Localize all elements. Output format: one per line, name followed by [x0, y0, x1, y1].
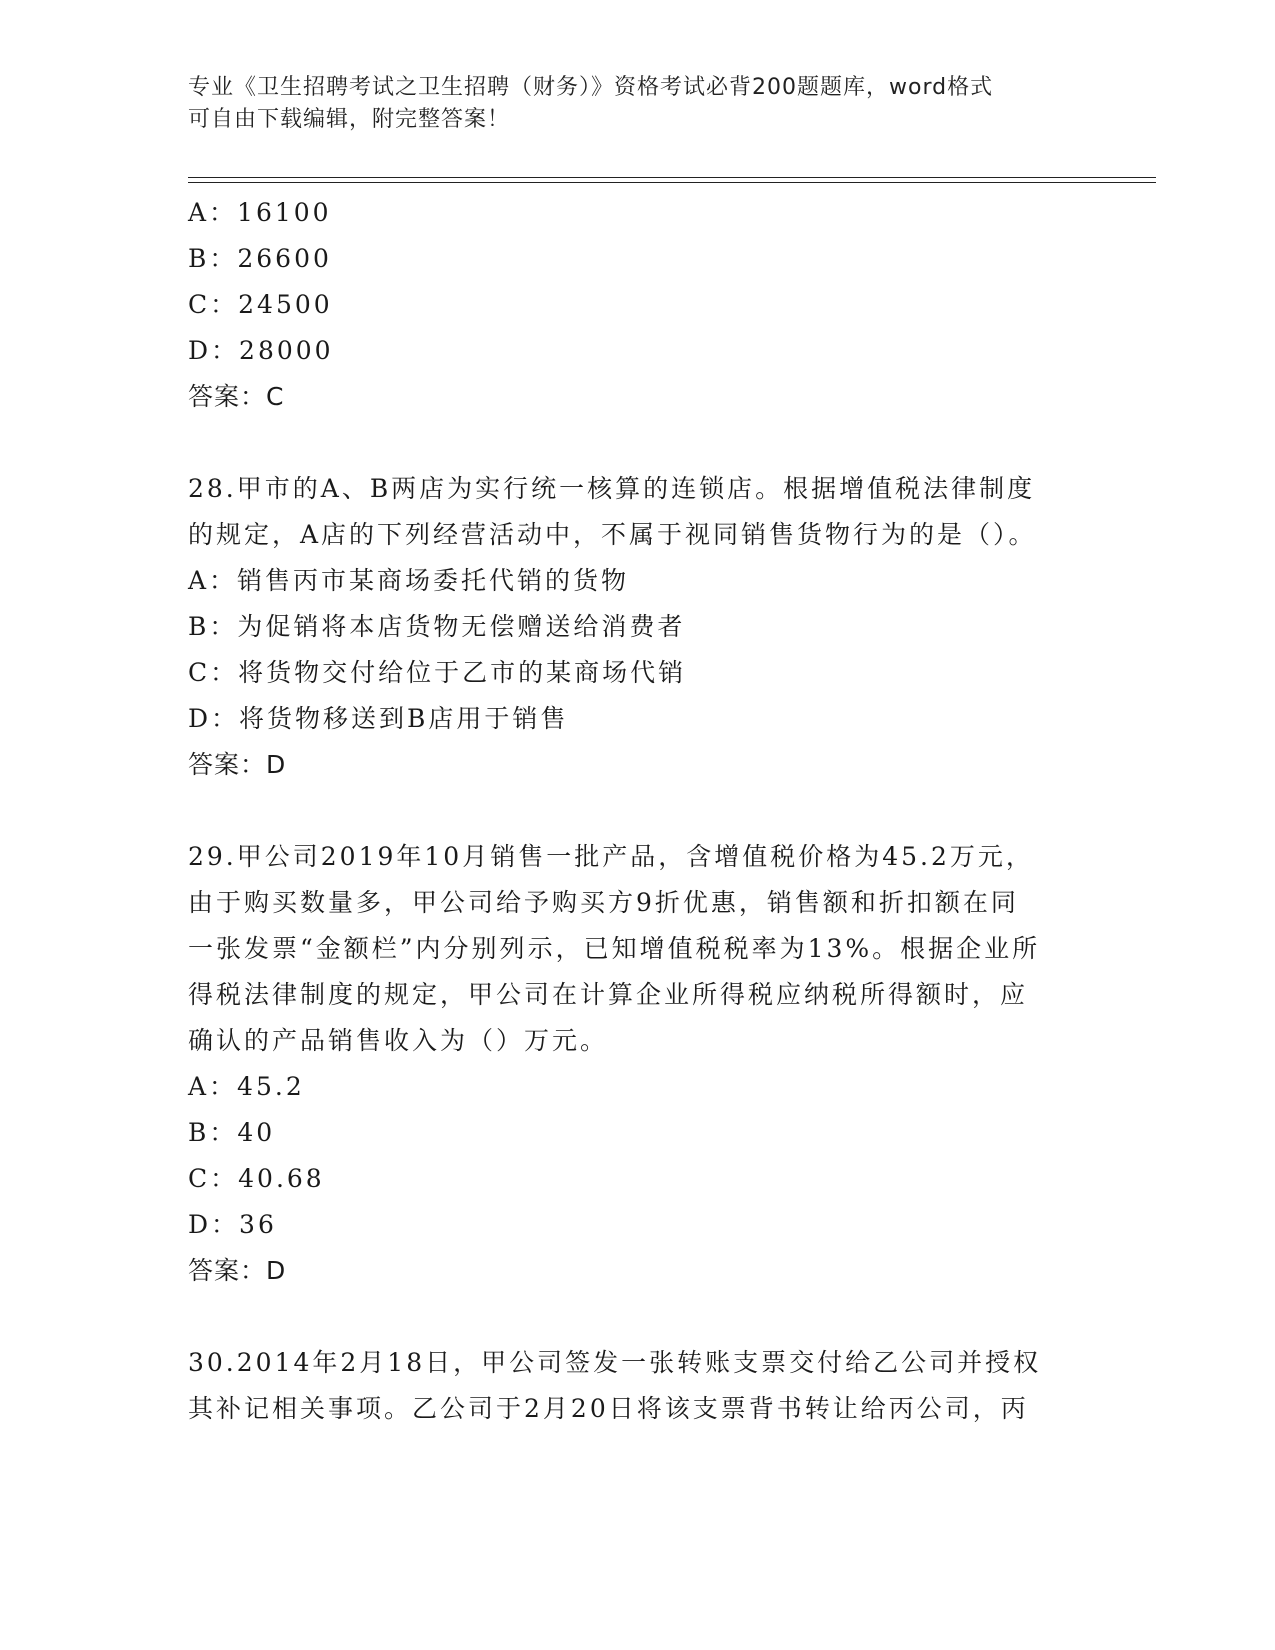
option-a: A：16100 [188, 198, 332, 227]
header-divider-top [188, 177, 1156, 178]
question-30 [188, 1340, 1088, 1432]
option-d: D：28000 [188, 336, 334, 365]
question-text-line: 的规定，A店的下列经营活动中，不属于视同销售货物行为的是（）。 [188, 520, 1037, 549]
question-text-line: 28.甲市的A、B两店为实行统一核算的连锁店。根据增值税法律制度 [188, 474, 1036, 503]
question-text-line: 一张发票“金额栏”内分别列示，已知增值税税率为13%。根据企业所 [188, 934, 1041, 963]
option-b: B：26600 [188, 244, 332, 273]
question-content [188, 190, 1088, 1432]
option-c: C：将货物交付给位于乙市的某商场代销 [188, 658, 687, 687]
answer-label: 答案：D [188, 750, 287, 779]
question-text-line: 29.甲公司2019年10月销售一批产品，含增值税价格为45.2万元， [188, 842, 1034, 871]
header-line-1: 专业《卫生招聘考试之卫生招聘（财务）》资格考试必背200题题库，word格式 [188, 75, 994, 100]
document-header [188, 72, 1068, 136]
option-c: C：40.68 [188, 1164, 325, 1193]
option-d: D：将货物移送到B店用于销售 [188, 704, 569, 733]
header-line-2: 可自由下载编辑，附完整答案！ [188, 107, 511, 132]
question-text-line: 由于购买数量多，甲公司给予购买方9折优惠，销售额和折扣额在同 [188, 888, 1019, 917]
answer-label: 答案：C [188, 382, 285, 411]
header-divider-bottom [188, 182, 1156, 183]
option-a: A：销售丙市某商场委托代销的货物 [188, 566, 630, 595]
option-a: A：45.2 [188, 1072, 305, 1101]
question-text-line: 确认的产品销售收入为（）万元。 [188, 1026, 609, 1055]
option-b: B：为促销将本店货物无偿赠送给消费者 [188, 612, 686, 641]
answer-label: 答案：D [188, 1256, 287, 1285]
option-b: B：40 [188, 1118, 276, 1147]
option-c: C：24500 [188, 290, 333, 319]
question-27-continued [188, 190, 1088, 420]
question-text-line: 其补记相关事项。乙公司于2月20日将该支票背书转让给丙公司，丙 [188, 1394, 1029, 1423]
question-28 [188, 466, 1088, 788]
option-d: D：36 [188, 1210, 277, 1239]
question-text-line: 得税法律制度的规定，甲公司在计算企业所得税应纳税所得额时，应 [188, 980, 1029, 1009]
question-text-line: 30.2014年2月18日，甲公司签发一张转账支票交付给乙公司并授权 [188, 1348, 1042, 1377]
question-29 [188, 834, 1088, 1294]
